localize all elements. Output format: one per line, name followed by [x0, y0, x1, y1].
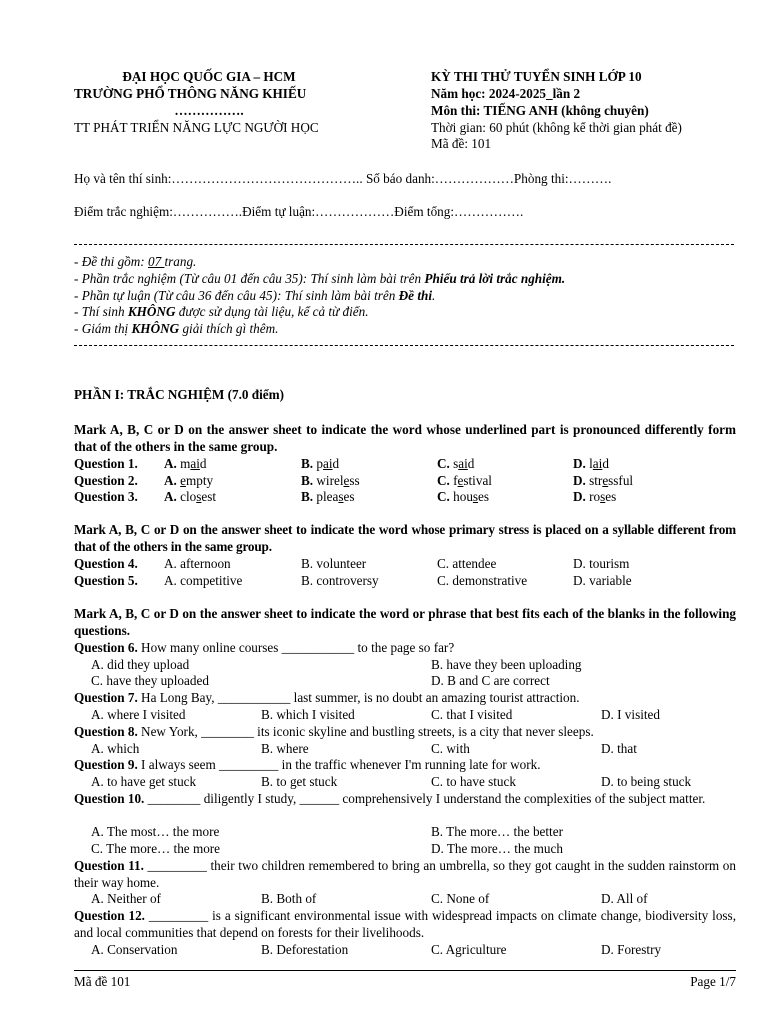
school-name: TRƯỜNG PHỔ THÔNG NĂNG KHIẾU: [74, 86, 307, 101]
question-12-stem: Question 12. _________ is a significant environmental issue with widespread impacts on climate change, biodiversity loss, and local communities that depend on forests for their livelihoods.: [74, 908, 736, 940]
option-a: A. afternoon: [164, 556, 231, 571]
option-c: C. None of: [431, 891, 490, 906]
option-c: C. attendee: [437, 556, 497, 571]
option-d: D. Forestry: [601, 942, 662, 957]
option-c: C. The more… the more: [91, 841, 221, 856]
option-c: C. festival: [437, 473, 492, 488]
option-b: B. Both of: [261, 891, 317, 906]
question-12-options: [74, 942, 736, 959]
option-a: A. empty: [164, 473, 214, 488]
footer-divider: [74, 970, 736, 971]
option-b: B. wireless: [301, 473, 360, 488]
option-b: B. where: [261, 741, 309, 756]
option-b: B. have they been uploading: [431, 657, 582, 672]
question-11-options: [74, 891, 736, 908]
center-name: TT PHÁT TRIỂN NĂNG LỰC NGƯỜI HỌC: [74, 120, 319, 135]
option-c: C. demonstrative: [437, 573, 528, 588]
question-11-stem: Question 11. _________ their two children remembered to bring an umbrella, so they got caught in the sudden rainstorm on their way home.: [74, 858, 736, 890]
question-10-stem: Question 10. ________ diligently I study, ______ comprehensively I understand the complexities of the subject matter.: [74, 791, 706, 806]
option-b: B. The more… the better: [431, 824, 563, 839]
question-7-options: [74, 707, 736, 724]
header-dots: …………….: [174, 103, 244, 118]
option-d: D. All of: [601, 891, 648, 906]
option-a: A. maid: [164, 456, 207, 471]
option-a: A. did they upload: [91, 657, 190, 672]
option-d: D. I visited: [601, 707, 660, 722]
option-a: A. which: [91, 741, 140, 756]
option-b: B. to get stuck: [261, 774, 338, 789]
question-1: Question 1. A. maid B. paid C. said D. laid: [74, 456, 609, 471]
note-no-explanation: - Giám thị KHÔNG giải thích gì thêm.: [74, 321, 279, 336]
option-a: A. Neither of: [91, 891, 161, 906]
note-no-materials: - Thí sinh KHÔNG được sử dụng tài liệu, kể cả từ điển.: [74, 304, 369, 319]
option-d: D. to being stuck: [601, 774, 692, 789]
instruction-stress: Mark A, B, C or D on the answer sheet to indicate the word whose primary stress is placed on a syllable different from that of the others in the same group.: [74, 522, 736, 554]
score-line: Điểm trắc nghiệm:…………….Điểm tự luận:………………Điểm tổng:…………….: [74, 204, 524, 219]
university-name: ĐẠI HỌC QUỐC GIA – HCM: [122, 69, 296, 84]
duration: Thời gian: 60 phút (không kể thời gian phát đề): [431, 120, 682, 135]
option-d: D. B and C are correct: [431, 673, 550, 688]
option-d: D. that: [601, 741, 637, 756]
exam-code: Mã đề: 101: [431, 136, 492, 151]
option-d: D. variable: [573, 573, 632, 588]
option-b: B. paid: [301, 456, 340, 471]
option-b: B. pleases: [301, 489, 355, 504]
subject: Môn thi: TIẾNG ANH (không chuyên): [431, 103, 649, 118]
question-6-options-ab: [74, 657, 736, 674]
note-pages: - Đề thi gồm: 07 trang.: [74, 254, 197, 269]
instruction-pronunciation: Mark A, B, C or D on the answer sheet to indicate the word whose underlined part is pronounced differently form that of the others in the same group.: [74, 422, 736, 454]
divider-bottom: [74, 345, 734, 346]
option-d: D. stressful: [573, 473, 634, 488]
section-title: PHẦN I: TRẮC NGHIỆM (7.0 điểm): [74, 387, 285, 402]
divider-top: [74, 244, 734, 245]
option-a: A. competitive: [164, 573, 243, 588]
question-8-options: [74, 741, 736, 758]
option-c: C. said: [437, 456, 475, 471]
school-year: Năm học: 2024-2025_lần 2: [431, 86, 581, 101]
exam-title: KỲ THI THỬ TUYỂN SINH LỚP 10: [431, 69, 642, 84]
option-c: C. to have stuck: [431, 774, 516, 789]
instruction-fill-blanks: Mark A, B, C or D on the answer sheet to indicate the word or phrase that best fits each of the blanks in the following questions.: [74, 606, 736, 638]
option-d: D. The more… the much: [431, 841, 563, 856]
question-6-stem: Question 6. How many online courses ___________ to the page so far?: [74, 640, 455, 655]
option-a: A. The most… the more: [91, 824, 220, 839]
footer-exam-code: Mã đề 101: [74, 974, 131, 989]
option-b: B. which I visited: [261, 707, 355, 722]
option-b: B. Deforestation: [261, 942, 349, 957]
question-8-stem: Question 8. New York, ________ its iconic skyline and bustling streets, is a city that never sleeps.: [74, 724, 594, 739]
option-c: C. with: [431, 741, 470, 756]
option-c: C. houses: [437, 489, 490, 504]
option-d: D. laid: [573, 456, 609, 471]
option-d: D. roses: [573, 489, 617, 504]
option-a: A. closest: [164, 489, 217, 504]
option-b: B. volunteer: [301, 556, 367, 571]
note-essay: - Phần tự luận (Từ câu 36 đến câu 45): Thí sinh làm bài trên Đề thi.: [74, 288, 436, 303]
note-multiple-choice: - Phần trắc nghiệm (Từ câu 01 đến câu 35): Thí sinh làm bài trên Phiếu trả lời trắc nghiệm.: [74, 271, 566, 286]
option-a: A. to have get stuck: [91, 774, 197, 789]
question-6-options-cd: [74, 673, 736, 690]
question-7-stem: Question 7. Ha Long Bay, ___________ last summer, is no doubt an amazing tourist attraction.: [74, 690, 580, 705]
option-b: B. controversy: [301, 573, 379, 588]
question-2: Question 2. A. empty B. wireless C. festival D. stressful: [74, 473, 634, 488]
question-9-options: [74, 774, 736, 791]
option-a: A. Conservation: [91, 942, 178, 957]
question-5: Question 5. A. competitive B. controversy C. demonstrative D. variable: [74, 573, 632, 588]
footer-page-number: Page 1/7: [690, 974, 736, 989]
question-3: Question 3. A. closest B. pleases C. houses D. roses: [74, 489, 617, 504]
question-4: Question 4. A. afternoon B. volunteer C. attendee D. tourism: [74, 556, 630, 571]
candidate-info-line: Họ và tên thí sinh:…………………………………….. Số báo danh:………………Phòng thi:……….: [74, 171, 612, 186]
option-c: C. have they uploaded: [91, 673, 209, 688]
option-d: D. tourism: [573, 556, 630, 571]
option-a: A. where I visited: [91, 707, 186, 722]
question-10-options-cd: [74, 841, 736, 858]
option-c: C. Agriculture: [431, 942, 507, 957]
question-10-options-ab: [74, 824, 736, 841]
option-c: C. that I visited: [431, 707, 513, 722]
question-9-stem: Question 9. I always seem _________ in the traffic whenever I'm running late for work.: [74, 757, 541, 772]
